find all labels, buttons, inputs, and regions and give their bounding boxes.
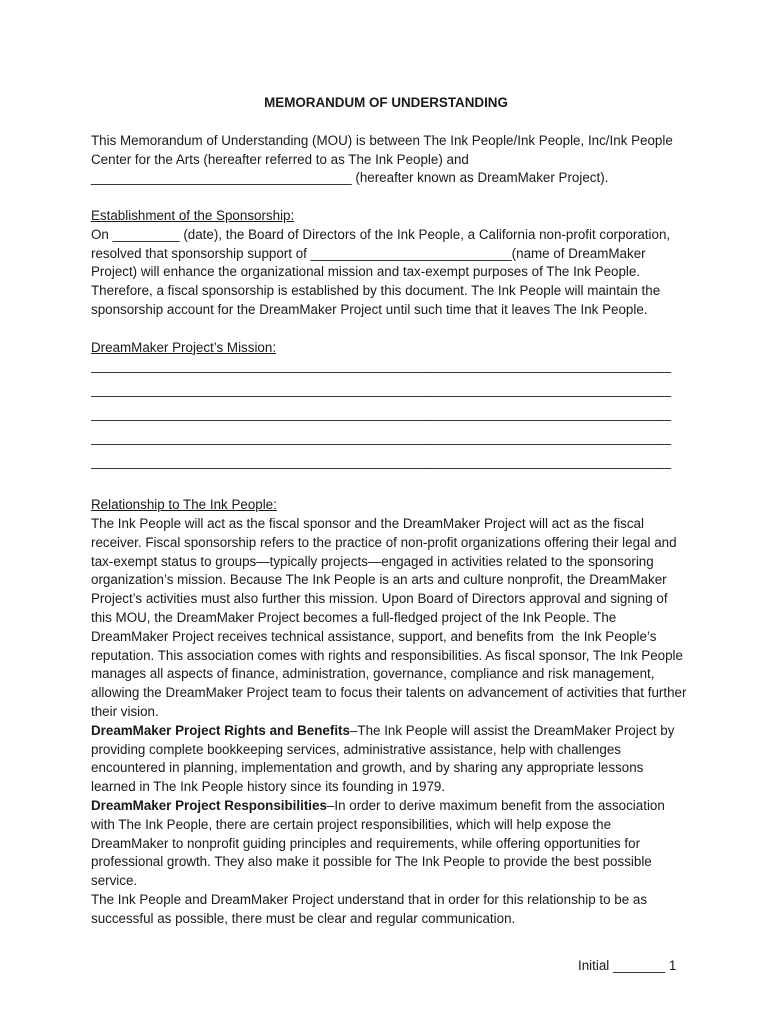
spacer — [91, 477, 691, 496]
intro-paragraph: This Memorandum of Understanding (MOU) is between The Ink People/Ink People, Inc/Ink People Center for the Arts (hereafter referred to as The Ink People) and — [91, 132, 677, 167]
mission-blank-line: ________________________________________________________________________________ — [91, 406, 671, 422]
mission-blank-line: ________________________________________________________________________________ — [91, 358, 671, 374]
closing-paragraph: The Ink People and DreamMaker Project understand that in order for this relationship to be as successful as possible, there must be clear and regular communication. — [91, 891, 651, 926]
mission-blank-line: ________________________________________________________________________________ — [91, 382, 671, 398]
initial-page-number: Initial _______ 1 — [578, 958, 677, 973]
document-title: MEMORANDUM OF UNDERSTANDING — [264, 95, 508, 110]
relationship-heading: Relationship to The Ink People: — [91, 497, 277, 513]
rights-paragraph — [91, 722, 691, 797]
spacer — [91, 320, 691, 339]
establishment-heading: Establishment of the Sponsorship: — [91, 207, 295, 223]
responsibilities-paragraph — [91, 797, 691, 891]
mission-lines — [91, 357, 691, 477]
spacer — [91, 188, 691, 207]
relationship-paragraph: The Ink People will act as the fiscal sponsor and the DreamMaker Project will act as the fiscal receiver. Fiscal sponsorship refers to the practice of non-profit organizations offering their legal and tax-exempt status to groups—typically projects—engaged in activities related to the sponsoring organization’s mission. Because The Ink People is an arts and culture nonprofit, the DreamMaker Project’s activities must also further this mission. Upon Board of Directors approval and signing of this MOU, the DreamMaker Project becomes a full-fledged project of the Ink People. The DreamMaker Project receives technical assistance, support, and benefits from the Ink People’s reputation. This association comes with rights and responsibilities. As fiscal sponsor, The Ink People manages all aspects of finance, administration, governance, compliance and risk management, allowing the DreamMaker Project team to focus their talents on advancement of activities that further their vision. — [91, 515, 691, 719]
rights-text: –The Ink People will assist the DreamMaker Project by providing complete bookkeeping services, administrative assistance, help with challenges encountered in planning, implementation and growth, and by sharing any appropriate lessons learned in The Ink People history since its founding in 1979. — [91, 722, 679, 795]
mission-blank-line: ________________________________________________________________________________ — [91, 454, 671, 470]
intro-blank-line: ___________________________________ (hereafter known as DreamMaker Project). — [91, 170, 609, 186]
mission-heading: DreamMaker Project’s Mission: — [91, 339, 277, 355]
document-page — [91, 94, 691, 928]
responsibilities-heading: DreamMaker Project Responsibilities — [91, 797, 327, 813]
rights-heading: DreamMaker Project Rights and Benefits — [91, 722, 350, 738]
mission-blank-line: ________________________________________________________________________________ — [91, 430, 671, 446]
responsibilities-text: –In order to derive maximum benefit from the association with The Ink People, there are certain project responsibilities, which will help expose the DreamMaker to nonprofit guiding principles and requirements, while offering opportunities for professional growth. They also make it possible for The Ink People to provide the best possible service. — [91, 797, 669, 889]
establishment-paragraph: On _________ (date), the Board of Directors of the Ink People, a California non-profit corporation, resolved that sponsorship support of ___________________________(name of DreamMaker Project) will enhance the organizational mission and tax-exempt purposes of The Ink People. Therefore, a fiscal sponsorship is established by this document. The Ink People will maintain the sponsorship account for the DreamMaker Project until such time that it leaves The Ink People. — [91, 226, 674, 317]
